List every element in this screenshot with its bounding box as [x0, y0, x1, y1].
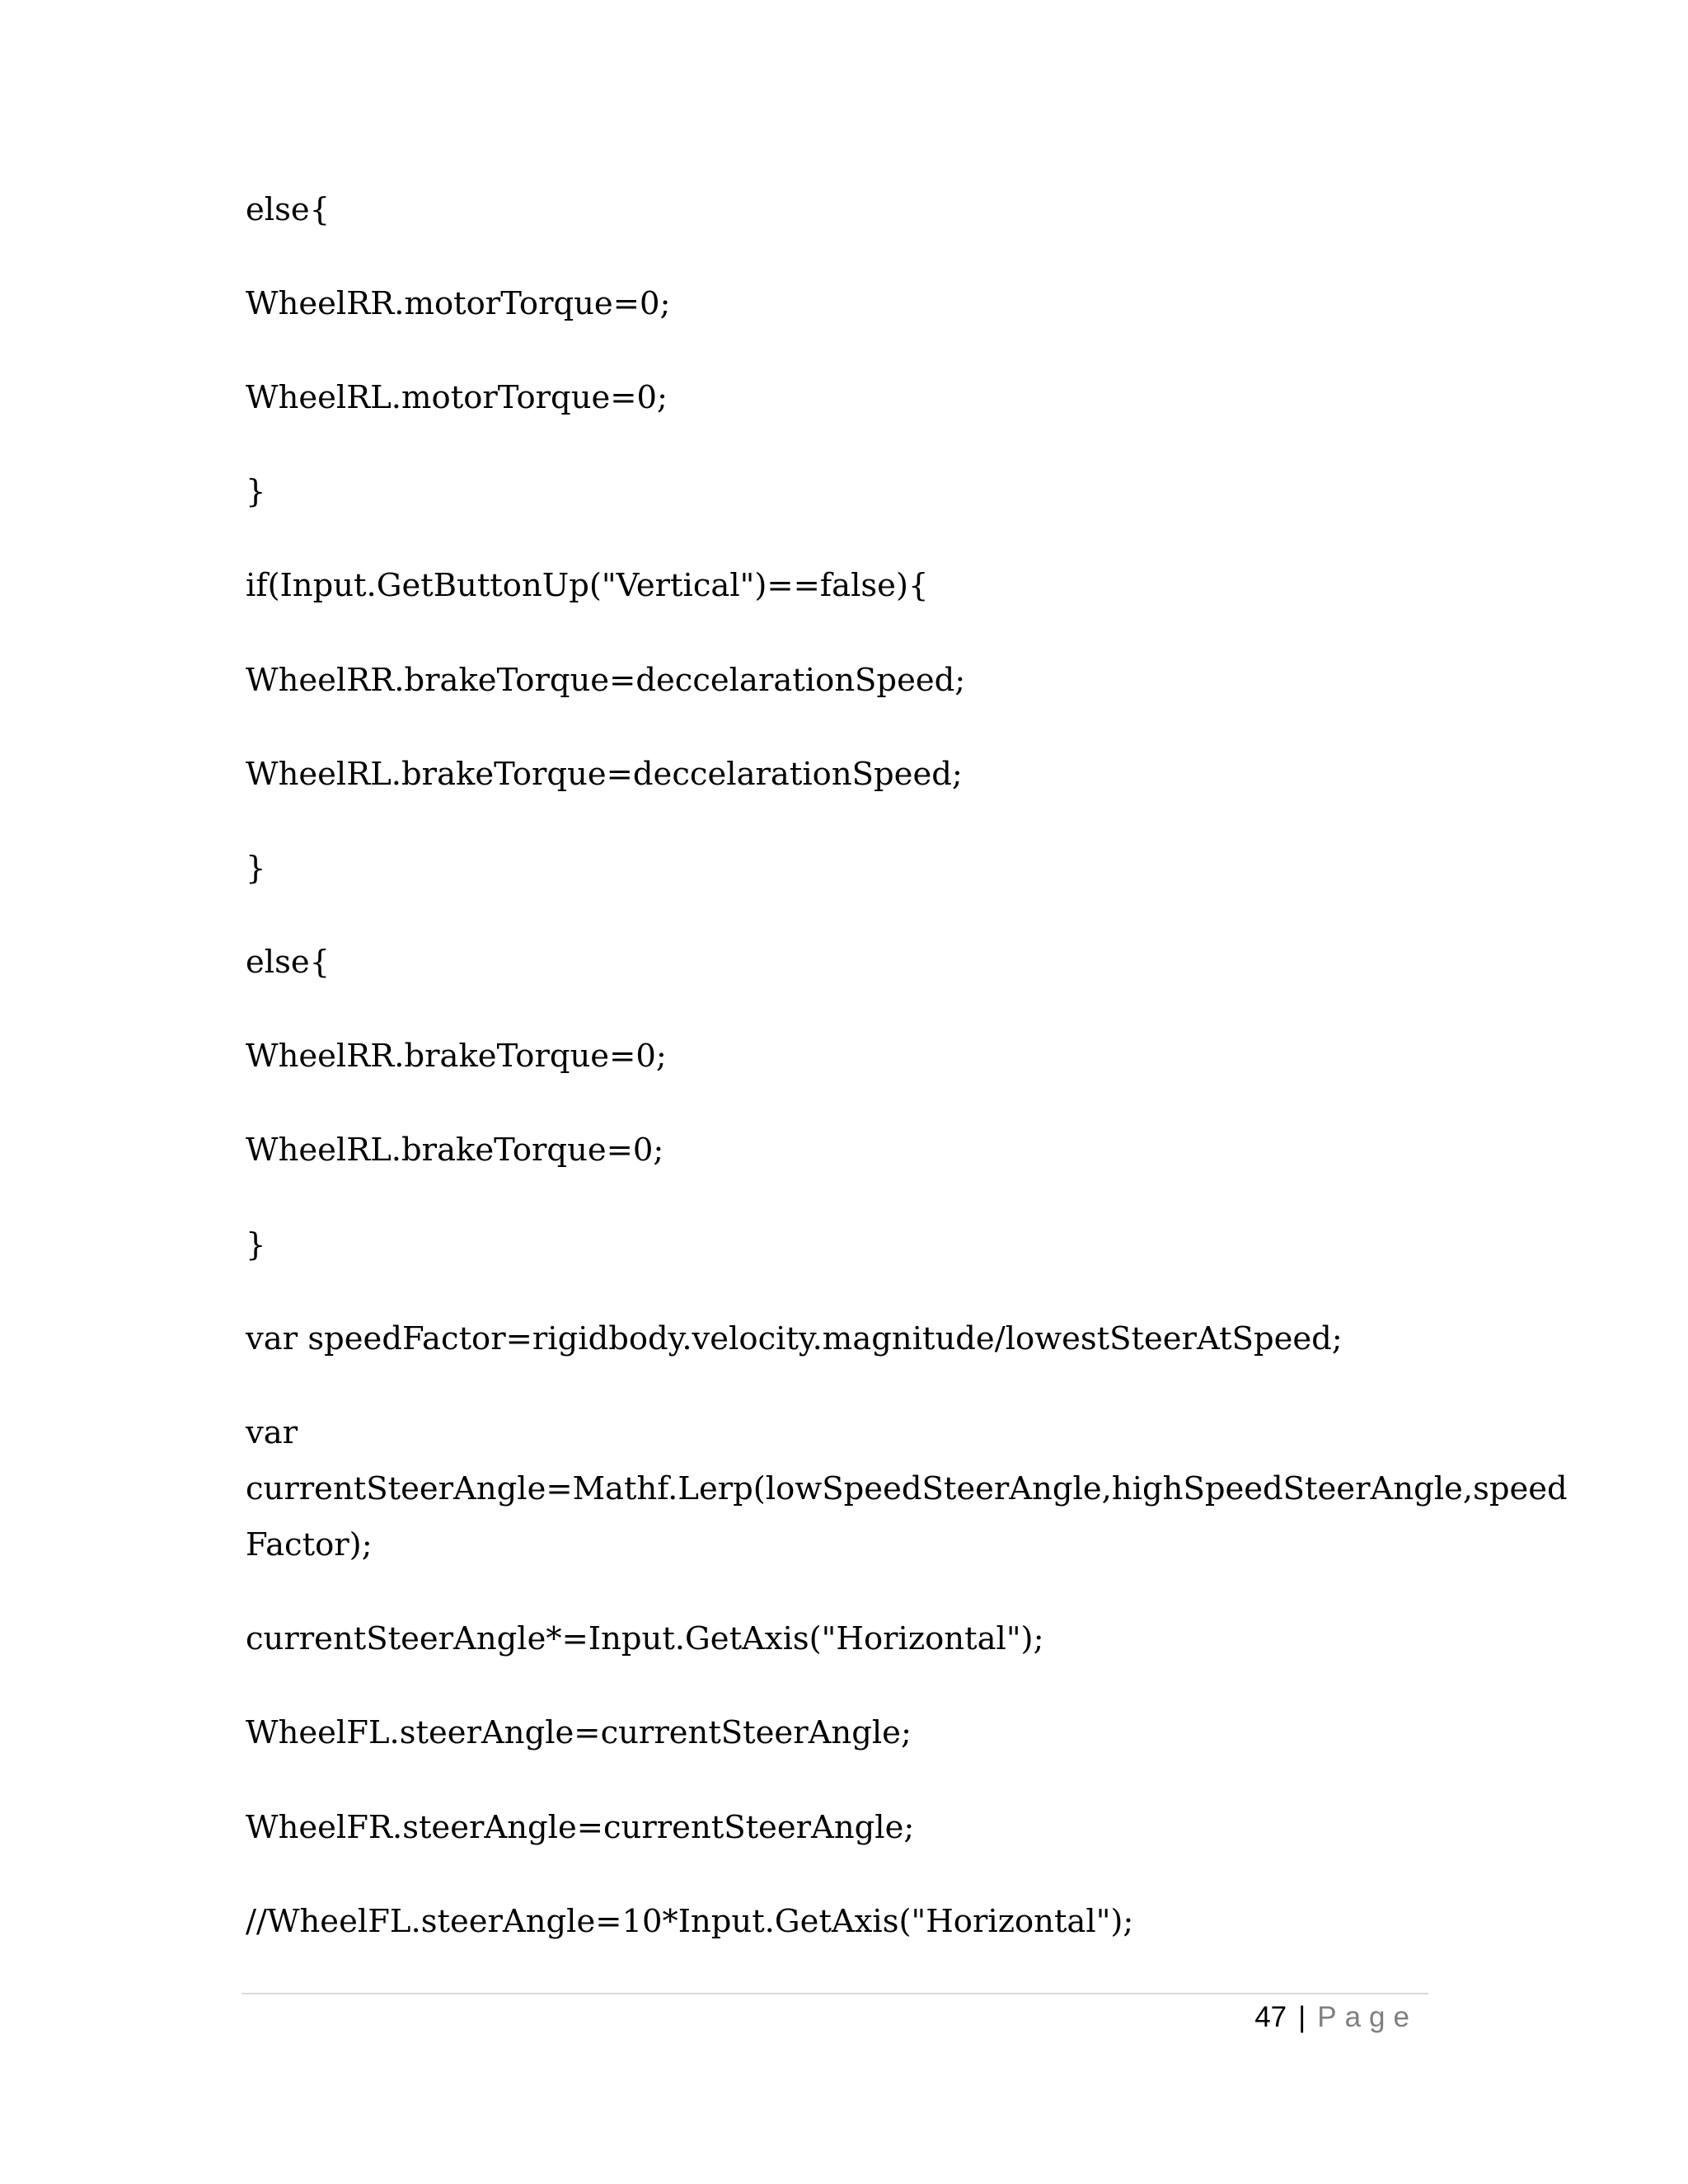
- code-line: }: [246, 473, 266, 510]
- code-line: Factor);: [246, 1526, 373, 1563]
- code-line: WheelFR.steerAngle=currentSteerAngle;: [246, 1809, 915, 1846]
- footer-divider: [241, 1993, 1428, 1994]
- code-line: var speedFactor=rigidbody.velocity.magnitude/lowestSteerAtSpeed;: [246, 1320, 1343, 1357]
- code-line: currentSteerAngle=Mathf.Lerp(lowSpeedSteerAngle,highSpeedSteerAngle,speed: [246, 1470, 1568, 1507]
- code-line: else{: [246, 944, 331, 981]
- code-line: WheelRR.brakeTorque=deccelarationSpeed;: [246, 662, 966, 699]
- code-line: WheelRR.motorTorque=0;: [246, 285, 671, 322]
- code-line: currentSteerAngle*=Input.GetAxis("Horizontal");: [246, 1620, 1044, 1657]
- code-line: }: [246, 1226, 266, 1263]
- code-line: WheelRL.brakeTorque=deccelarationSpeed;: [246, 756, 963, 793]
- code-line: WheelRR.brakeTorque=0;: [246, 1038, 667, 1075]
- page-label: Page: [1317, 2001, 1418, 2033]
- code-line: //WheelFL.steerAngle=10*Input.GetAxis("Horizontal");: [246, 1903, 1134, 1940]
- code-line: WheelFL.steerAngle=currentSteerAngle;: [246, 1714, 912, 1751]
- page-number: 47: [1254, 2001, 1287, 2033]
- code-line: if(Input.GetButtonUp("Vertical")==false){: [246, 567, 929, 604]
- code-line: }: [246, 850, 266, 887]
- code-line: WheelRL.motorTorque=0;: [246, 379, 668, 416]
- code-line: WheelRL.brakeTorque=0;: [246, 1132, 664, 1169]
- code-line: else{: [246, 191, 331, 228]
- page-footer: [1254, 1993, 1418, 2042]
- code-line: var: [246, 1414, 298, 1451]
- footer-separator: |: [1298, 2001, 1306, 2033]
